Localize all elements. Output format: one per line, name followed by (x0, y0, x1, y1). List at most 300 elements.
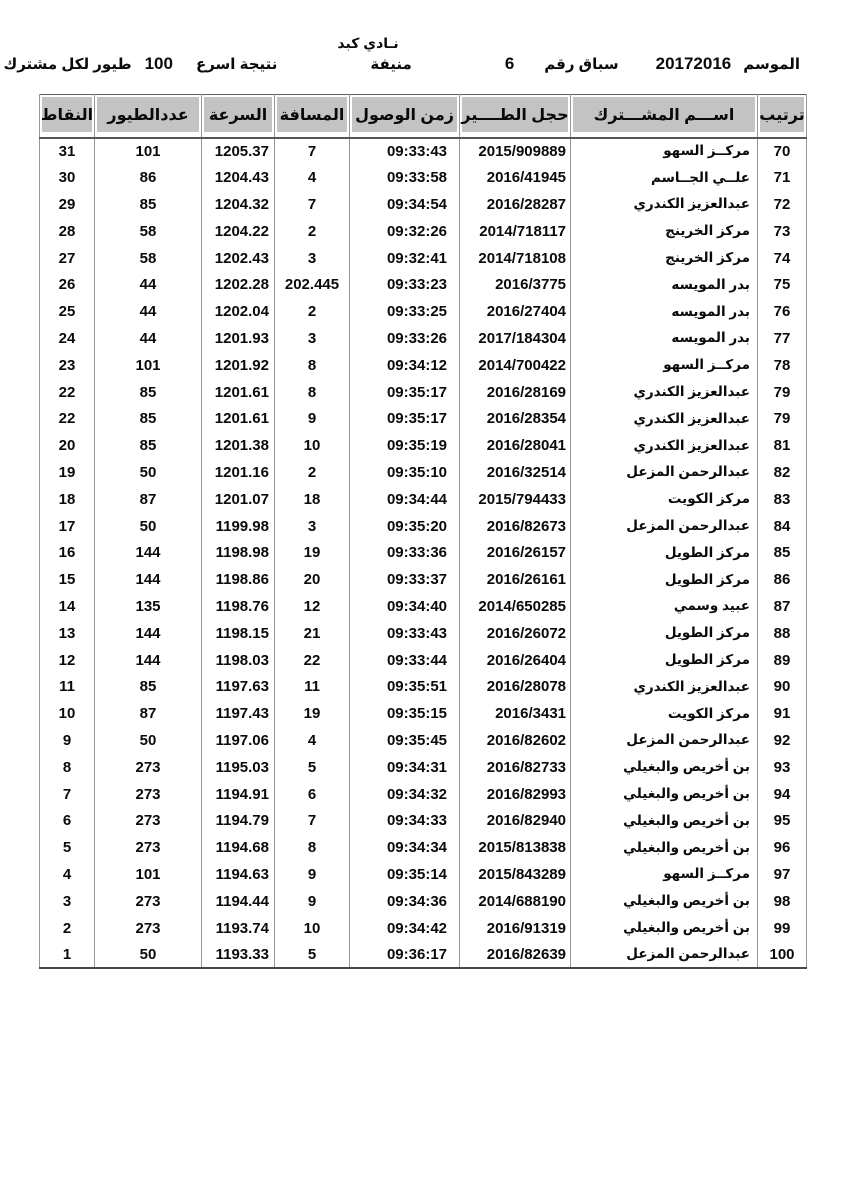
cell-time: 09:33:26 (350, 325, 460, 352)
cell-points: 27 (40, 245, 95, 272)
cell-points: 30 (40, 164, 95, 191)
cell-name: مركز الطويل (571, 566, 758, 593)
cell-name: بن أخريص والبغيلي (571, 888, 758, 915)
cell-distance: 9 (275, 888, 350, 915)
cell-speed: 1198.15 (202, 620, 275, 647)
cell-speed: 1202.43 (202, 245, 275, 272)
table-row (40, 352, 807, 379)
cell-rank: 87 (758, 593, 807, 620)
page-title (0, 33, 848, 54)
cell-distance: 8 (275, 379, 350, 406)
cell-ring: 2016/28078 (460, 673, 571, 700)
cell-ring: 2015/813838 (460, 834, 571, 861)
cell-birds: 273 (95, 915, 202, 942)
col-header-name: اســـم المشـــترك (571, 95, 758, 138)
cell-speed: 1198.98 (202, 539, 275, 566)
cell-birds: 50 (95, 941, 202, 968)
col-header-birds: عددالطيور (95, 95, 202, 138)
cell-birds: 85 (95, 191, 202, 218)
col-header-distance: المسافة (275, 95, 350, 138)
cell-ring: 2016/27404 (460, 298, 571, 325)
fastest-count: 100 (144, 54, 173, 73)
cell-points: 4 (40, 861, 95, 888)
cell-speed: 1202.04 (202, 298, 275, 325)
cell-distance: 6 (275, 781, 350, 808)
cell-points: 19 (40, 459, 95, 486)
cell-rank: 100 (758, 941, 807, 968)
cell-birds: 85 (95, 405, 202, 432)
cell-speed: 1201.61 (202, 405, 275, 432)
race-location: منيفة (370, 56, 412, 73)
cell-rank: 88 (758, 620, 807, 647)
cell-birds: 85 (95, 673, 202, 700)
cell-speed: 1197.63 (202, 673, 275, 700)
cell-name: مركز الطويل (571, 620, 758, 647)
cell-speed: 1199.98 (202, 513, 275, 540)
table-row (40, 727, 807, 754)
cell-name: مركز الخرينج (571, 245, 758, 272)
cell-distance: 2 (275, 218, 350, 245)
cell-rank: 98 (758, 888, 807, 915)
cell-time: 09:33:43 (350, 620, 460, 647)
cell-birds: 135 (95, 593, 202, 620)
cell-points: 25 (40, 298, 95, 325)
col-header-time: زمن الوصول (350, 95, 460, 138)
cell-points: 3 (40, 888, 95, 915)
cell-ring: 2015/843289 (460, 861, 571, 888)
cell-distance: 7 (275, 191, 350, 218)
cell-speed: 1194.44 (202, 888, 275, 915)
cell-ring: 2014/718108 (460, 245, 571, 272)
cell-birds: 273 (95, 781, 202, 808)
cell-ring: 2016/26404 (460, 647, 571, 674)
cell-name: بن أخريص والبغيلي (571, 781, 758, 808)
cell-name: علــي الجــاسم (571, 164, 758, 191)
cell-distance: 18 (275, 486, 350, 513)
cell-name: مركــز السهو (571, 861, 758, 888)
table-row (40, 834, 807, 861)
cell-distance: 202.445 (275, 271, 350, 298)
cell-distance: 9 (275, 405, 350, 432)
cell-name: مركز الطويل (571, 539, 758, 566)
cell-name: بن أخريص والبغيلي (571, 754, 758, 781)
cell-distance: 19 (275, 700, 350, 727)
cell-birds: 50 (95, 459, 202, 486)
cell-name: مركز الكويت (571, 486, 758, 513)
cell-name: بن أخريص والبغيلي (571, 807, 758, 834)
cell-points: 22 (40, 379, 95, 406)
cell-ring: 2014/650285 (460, 593, 571, 620)
cell-time: 09:35:10 (350, 459, 460, 486)
cell-distance: 8 (275, 834, 350, 861)
cell-time: 09:34:44 (350, 486, 460, 513)
cell-points: 14 (40, 593, 95, 620)
cell-speed: 1194.91 (202, 781, 275, 808)
cell-speed: 1201.07 (202, 486, 275, 513)
cell-points: 1 (40, 941, 95, 968)
cell-birds: 144 (95, 566, 202, 593)
cell-name: مركز الخرينج (571, 218, 758, 245)
cell-points: 26 (40, 271, 95, 298)
cell-name: عبدالعزيز الكندري (571, 191, 758, 218)
cell-birds: 44 (95, 325, 202, 352)
results-table (39, 94, 807, 969)
cell-rank: 90 (758, 673, 807, 700)
cell-birds: 85 (95, 432, 202, 459)
table-row (40, 673, 807, 700)
table-row (40, 191, 807, 218)
cell-birds: 50 (95, 513, 202, 540)
result-label: نتيجة اسرع (195, 56, 278, 73)
cell-time: 09:35:15 (350, 700, 460, 727)
cell-ring: 2016/28169 (460, 379, 571, 406)
cell-birds: 101 (95, 138, 202, 165)
cell-birds: 44 (95, 298, 202, 325)
cell-distance: 9 (275, 861, 350, 888)
cell-name: عبدالرحمن المزعل (571, 727, 758, 754)
cell-ring: 2016/32514 (460, 459, 571, 486)
cell-rank: 94 (758, 781, 807, 808)
cell-birds: 87 (95, 700, 202, 727)
table-row (40, 298, 807, 325)
cell-speed: 1204.22 (202, 218, 275, 245)
cell-time: 09:32:41 (350, 245, 460, 272)
cell-birds: 50 (95, 727, 202, 754)
cell-name: عبدالعزيز الكندري (571, 379, 758, 406)
cell-ring: 2016/3431 (460, 700, 571, 727)
table-row (40, 620, 807, 647)
cell-ring: 2014/688190 (460, 888, 571, 915)
cell-rank: 99 (758, 915, 807, 942)
table-row (40, 459, 807, 486)
cell-speed: 1193.33 (202, 941, 275, 968)
cell-points: 31 (40, 138, 95, 165)
cell-name: عبدالعزيز الكندري (571, 405, 758, 432)
cell-rank: 70 (758, 138, 807, 165)
cell-birds: 85 (95, 379, 202, 406)
cell-points: 12 (40, 647, 95, 674)
cell-speed: 1205.37 (202, 138, 275, 165)
cell-time: 09:35:51 (350, 673, 460, 700)
cell-time: 09:34:42 (350, 915, 460, 942)
cell-time: 09:35:14 (350, 861, 460, 888)
cell-points: 7 (40, 781, 95, 808)
cell-speed: 1198.86 (202, 566, 275, 593)
cell-speed: 1198.03 (202, 647, 275, 674)
cell-ring: 2016/26157 (460, 539, 571, 566)
table-row (40, 379, 807, 406)
cell-points: 28 (40, 218, 95, 245)
cell-points: 29 (40, 191, 95, 218)
table-row (40, 325, 807, 352)
table-row (40, 566, 807, 593)
cell-points: 5 (40, 834, 95, 861)
cell-ring: 2016/82993 (460, 781, 571, 808)
cell-birds: 273 (95, 807, 202, 834)
cell-time: 09:35:17 (350, 405, 460, 432)
table-row (40, 700, 807, 727)
cell-rank: 76 (758, 298, 807, 325)
cell-time: 09:33:25 (350, 298, 460, 325)
cell-points: 13 (40, 620, 95, 647)
col-header-speed: السرعة (202, 95, 275, 138)
cell-name: بدر المويسه (571, 298, 758, 325)
cell-points: 11 (40, 673, 95, 700)
cell-distance: 12 (275, 593, 350, 620)
cell-speed: 1193.74 (202, 915, 275, 942)
race-number: 6 (504, 54, 515, 73)
table-row (40, 754, 807, 781)
cell-time: 09:34:32 (350, 781, 460, 808)
per-participant-label: طيور لكل مشترك (3, 56, 132, 73)
table-row (40, 593, 807, 620)
cell-time: 09:33:43 (350, 138, 460, 165)
cell-ring: 2016/91319 (460, 915, 571, 942)
cell-time: 09:34:34 (350, 834, 460, 861)
cell-ring: 2014/700422 (460, 352, 571, 379)
cell-time: 09:33:37 (350, 566, 460, 593)
cell-speed: 1198.76 (202, 593, 275, 620)
cell-ring: 2016/82940 (460, 807, 571, 834)
cell-speed: 1201.93 (202, 325, 275, 352)
cell-speed: 1195.03 (202, 754, 275, 781)
table-row (40, 647, 807, 674)
cell-ring: 2016/26161 (460, 566, 571, 593)
cell-name: بدر المويسه (571, 271, 758, 298)
report-subtitle (0, 54, 848, 84)
cell-speed: 1194.63 (202, 861, 275, 888)
cell-rank: 91 (758, 700, 807, 727)
cell-ring: 2016/82602 (460, 727, 571, 754)
cell-distance: 10 (275, 915, 350, 942)
col-header-rank: ترتيب (758, 95, 807, 138)
cell-name: مركــز السهو (571, 138, 758, 165)
results-body (40, 138, 807, 969)
cell-name: مركز الطويل (571, 647, 758, 674)
table-row (40, 539, 807, 566)
cell-speed: 1194.79 (202, 807, 275, 834)
cell-time: 09:35:20 (350, 513, 460, 540)
cell-rank: 83 (758, 486, 807, 513)
cell-ring: 2016/82673 (460, 513, 571, 540)
cell-rank: 74 (758, 245, 807, 272)
cell-distance: 3 (275, 245, 350, 272)
cell-birds: 58 (95, 245, 202, 272)
cell-time: 09:35:45 (350, 727, 460, 754)
cell-rank: 79 (758, 405, 807, 432)
cell-rank: 79 (758, 379, 807, 406)
table-row (40, 218, 807, 245)
table-row (40, 807, 807, 834)
table-row (40, 941, 807, 968)
cell-name: عبيد وسمي (571, 593, 758, 620)
cell-ring: 2016/82733 (460, 754, 571, 781)
cell-ring: 2014/718117 (460, 218, 571, 245)
cell-time: 09:36:17 (350, 941, 460, 968)
cell-rank: 89 (758, 647, 807, 674)
header-row (40, 95, 807, 138)
cell-distance: 3 (275, 325, 350, 352)
table-row (40, 781, 807, 808)
cell-distance: 20 (275, 566, 350, 593)
cell-distance: 19 (275, 539, 350, 566)
cell-ring: 2016/82639 (460, 941, 571, 968)
cell-time: 09:32:26 (350, 218, 460, 245)
cell-ring: 2015/794433 (460, 486, 571, 513)
cell-distance: 3 (275, 513, 350, 540)
cell-rank: 71 (758, 164, 807, 191)
cell-birds: 144 (95, 539, 202, 566)
cell-distance: 11 (275, 673, 350, 700)
table-row (40, 915, 807, 942)
table-row (40, 405, 807, 432)
cell-birds: 144 (95, 620, 202, 647)
cell-rank: 96 (758, 834, 807, 861)
cell-ring: 2016/26072 (460, 620, 571, 647)
cell-points: 8 (40, 754, 95, 781)
cell-rank: 82 (758, 459, 807, 486)
cell-rank: 81 (758, 432, 807, 459)
club-name: نـادي كبد (337, 35, 399, 51)
cell-time: 09:35:19 (350, 432, 460, 459)
cell-name: عبدالرحمن المزعل (571, 459, 758, 486)
cell-birds: 86 (95, 164, 202, 191)
cell-points: 22 (40, 405, 95, 432)
cell-rank: 75 (758, 271, 807, 298)
cell-points: 9 (40, 727, 95, 754)
cell-name: عبدالعزيز الكندري (571, 432, 758, 459)
cell-distance: 10 (275, 432, 350, 459)
table-row (40, 432, 807, 459)
cell-points: 15 (40, 566, 95, 593)
cell-time: 09:34:33 (350, 807, 460, 834)
cell-time: 09:34:40 (350, 593, 460, 620)
cell-name: مركــز السهو (571, 352, 758, 379)
cell-distance: 4 (275, 164, 350, 191)
cell-birds: 273 (95, 834, 202, 861)
cell-ring: 2016/28354 (460, 405, 571, 432)
cell-distance: 7 (275, 807, 350, 834)
cell-ring: 2016/28041 (460, 432, 571, 459)
cell-speed: 1201.16 (202, 459, 275, 486)
cell-ring: 2015/909889 (460, 138, 571, 165)
cell-distance: 2 (275, 298, 350, 325)
cell-time: 09:35:17 (350, 379, 460, 406)
table-row (40, 486, 807, 513)
cell-distance: 22 (275, 647, 350, 674)
cell-points: 17 (40, 513, 95, 540)
cell-ring: 2016/41945 (460, 164, 571, 191)
race-label: سباق رقم (544, 56, 619, 73)
cell-birds: 101 (95, 352, 202, 379)
cell-points: 2 (40, 915, 95, 942)
cell-speed: 1197.43 (202, 700, 275, 727)
results-header (40, 95, 807, 138)
cell-points: 20 (40, 432, 95, 459)
cell-rank: 92 (758, 727, 807, 754)
cell-distance: 7 (275, 138, 350, 165)
cell-points: 16 (40, 539, 95, 566)
cell-distance: 21 (275, 620, 350, 647)
cell-rank: 72 (758, 191, 807, 218)
cell-distance: 8 (275, 352, 350, 379)
table-row (40, 888, 807, 915)
cell-birds: 273 (95, 754, 202, 781)
cell-birds: 58 (95, 218, 202, 245)
cell-rank: 93 (758, 754, 807, 781)
cell-ring: 2016/3775 (460, 271, 571, 298)
cell-time: 09:34:36 (350, 888, 460, 915)
cell-ring: 2017/184304 (460, 325, 571, 352)
cell-name: عبدالرحمن المزعل (571, 513, 758, 540)
cell-points: 10 (40, 700, 95, 727)
table-row (40, 245, 807, 272)
cell-ring: 2016/28287 (460, 191, 571, 218)
cell-birds: 273 (95, 888, 202, 915)
cell-rank: 77 (758, 325, 807, 352)
cell-rank: 97 (758, 861, 807, 888)
table-row (40, 164, 807, 191)
cell-birds: 44 (95, 271, 202, 298)
col-header-points: النقاط (40, 95, 95, 138)
cell-speed: 1201.61 (202, 379, 275, 406)
cell-points: 24 (40, 325, 95, 352)
cell-distance: 5 (275, 754, 350, 781)
cell-time: 09:33:44 (350, 647, 460, 674)
cell-birds: 101 (95, 861, 202, 888)
cell-distance: 4 (275, 727, 350, 754)
cell-rank: 95 (758, 807, 807, 834)
cell-time: 09:34:31 (350, 754, 460, 781)
cell-name: بدر المويسه (571, 325, 758, 352)
table-row (40, 271, 807, 298)
cell-rank: 84 (758, 513, 807, 540)
table-row (40, 138, 807, 165)
cell-birds: 87 (95, 486, 202, 513)
cell-time: 09:33:36 (350, 539, 460, 566)
cell-speed: 1201.92 (202, 352, 275, 379)
cell-points: 6 (40, 807, 95, 834)
cell-time: 09:33:23 (350, 271, 460, 298)
cell-speed: 1197.06 (202, 727, 275, 754)
cell-rank: 78 (758, 352, 807, 379)
table-row (40, 861, 807, 888)
cell-rank: 86 (758, 566, 807, 593)
season-label: الموسم (743, 56, 800, 73)
cell-name: بن أخريص والبغيلي (571, 834, 758, 861)
cell-name: بن أخريص والبغيلي (571, 915, 758, 942)
cell-rank: 73 (758, 218, 807, 245)
col-header-ring: حجل الطــــير (460, 95, 571, 138)
cell-speed: 1204.43 (202, 164, 275, 191)
cell-name: مركز الكويت (571, 700, 758, 727)
cell-time: 09:33:58 (350, 164, 460, 191)
cell-speed: 1194.68 (202, 834, 275, 861)
cell-time: 09:34:12 (350, 352, 460, 379)
cell-points: 18 (40, 486, 95, 513)
cell-rank: 85 (758, 539, 807, 566)
cell-time: 09:34:54 (350, 191, 460, 218)
cell-birds: 144 (95, 647, 202, 674)
cell-distance: 5 (275, 941, 350, 968)
cell-distance: 2 (275, 459, 350, 486)
cell-speed: 1204.32 (202, 191, 275, 218)
table-row (40, 513, 807, 540)
cell-speed: 1202.28 (202, 271, 275, 298)
cell-speed: 1201.38 (202, 432, 275, 459)
cell-name: عبدالعزيز الكندري (571, 673, 758, 700)
cell-name: عبدالرحمن المزعل (571, 941, 758, 968)
